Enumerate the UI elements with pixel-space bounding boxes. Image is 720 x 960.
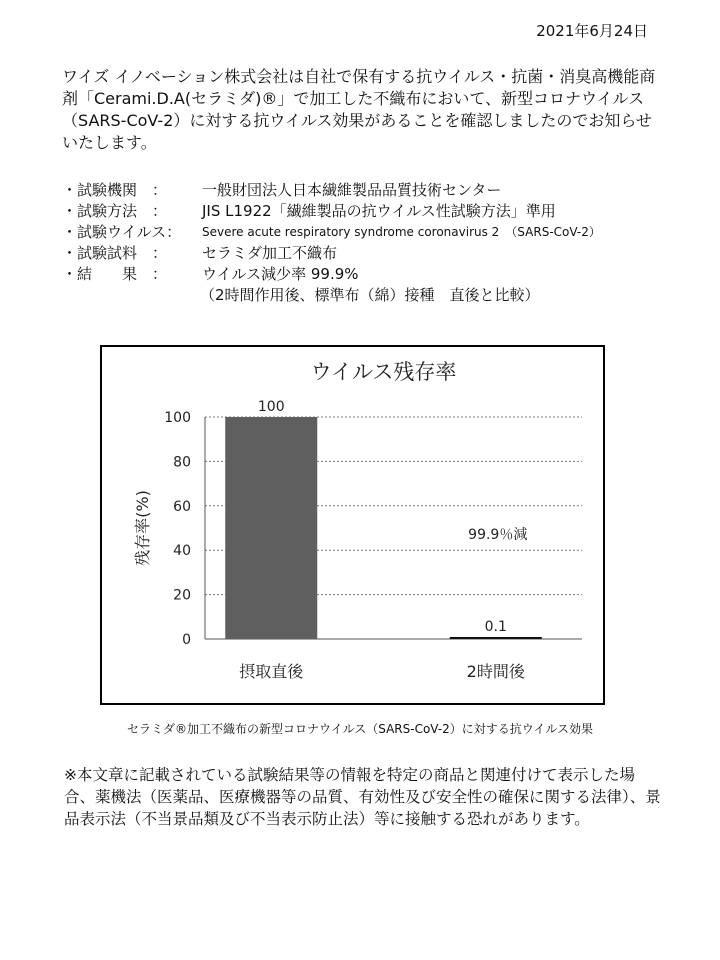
chart-svg [102, 347, 603, 703]
detail-row-virus [62, 222, 682, 243]
test-details [62, 180, 682, 306]
x-category-label: 2時間後 [466, 662, 525, 681]
y-axis-label: 残存率(%) [133, 490, 152, 566]
detail-label: ・試験ウイルス： [62, 223, 182, 241]
virus-survival-chart [100, 345, 605, 705]
detail-result-continuation: （2時間作用後、標準布（綿）接種 直後と比較） [200, 286, 540, 304]
detail-value: Severe acute respiratory syndrome coronavirus 2 （SARS-CoV-2） [202, 225, 601, 239]
detail-value: JIS L1922「繊維製品の抗ウイルス性試験方法」準用 [202, 202, 556, 220]
y-tick-label: 0 [182, 632, 191, 648]
detail-label: ・試験試料 ： [62, 244, 168, 262]
intro-paragraph: ワイズ イノベーション株式会社は自社で保有する抗ウイルス・抗菌・消臭高機能商剤「Cerami.D.A(セラミダ)®」で加工した不織布において、新型コロナウイルス（SARS-CoV-2）に対する抗ウイルス効果があることを確認しましたのでお知らせいたします。 [62, 67, 656, 152]
bar [225, 417, 317, 639]
detail-row-institution [62, 180, 682, 201]
reduction-annotation: 99.9％減 [468, 527, 528, 544]
x-category-label: 摂取直後 [239, 662, 304, 681]
y-tick-label: 60 [173, 498, 191, 515]
document-date: 2021年6月24日 [536, 22, 648, 40]
detail-row-sample [62, 243, 682, 264]
detail-row-result [62, 264, 682, 285]
y-tick-label: 40 [173, 543, 191, 560]
detail-value: ウイルス減少率 99.9% [202, 265, 359, 283]
detail-label: ・試験方法 ： [62, 202, 168, 220]
detail-label: ・結 果 ： [62, 265, 168, 283]
bar [450, 637, 542, 639]
detail-label: ・試験機関 ： [62, 181, 168, 199]
detail-value: セラミダ加工不織布 [202, 244, 338, 262]
legal-note: ※本文章に記載されている試験結果等の情報を特定の商品と関連付けて表示した場合、薬機法（医薬品、医療機器等の品質、有効性及び安全性の確保に関する法律）、景品表示法（不当景品類及び不当表示防止法）等に接触する恐れがあります。 [64, 766, 661, 828]
chart-caption: セラミダ®加工不織布の新型コロナウイルス（SARS-CoV-2）に対する抗ウイルス効果 [126, 722, 594, 736]
y-tick-label: 20 [173, 587, 191, 604]
chart-title: ウイルス残存率 [310, 360, 457, 384]
y-tick-label: 80 [173, 454, 191, 471]
detail-row-method [62, 201, 682, 222]
detail-value: 一般財団法人日本繊維製品品質技術センター [202, 181, 502, 199]
bar-value-label: 100 [257, 399, 285, 415]
y-tick-label: 100 [164, 410, 191, 426]
bar-value-label: 0.1 [484, 619, 507, 635]
